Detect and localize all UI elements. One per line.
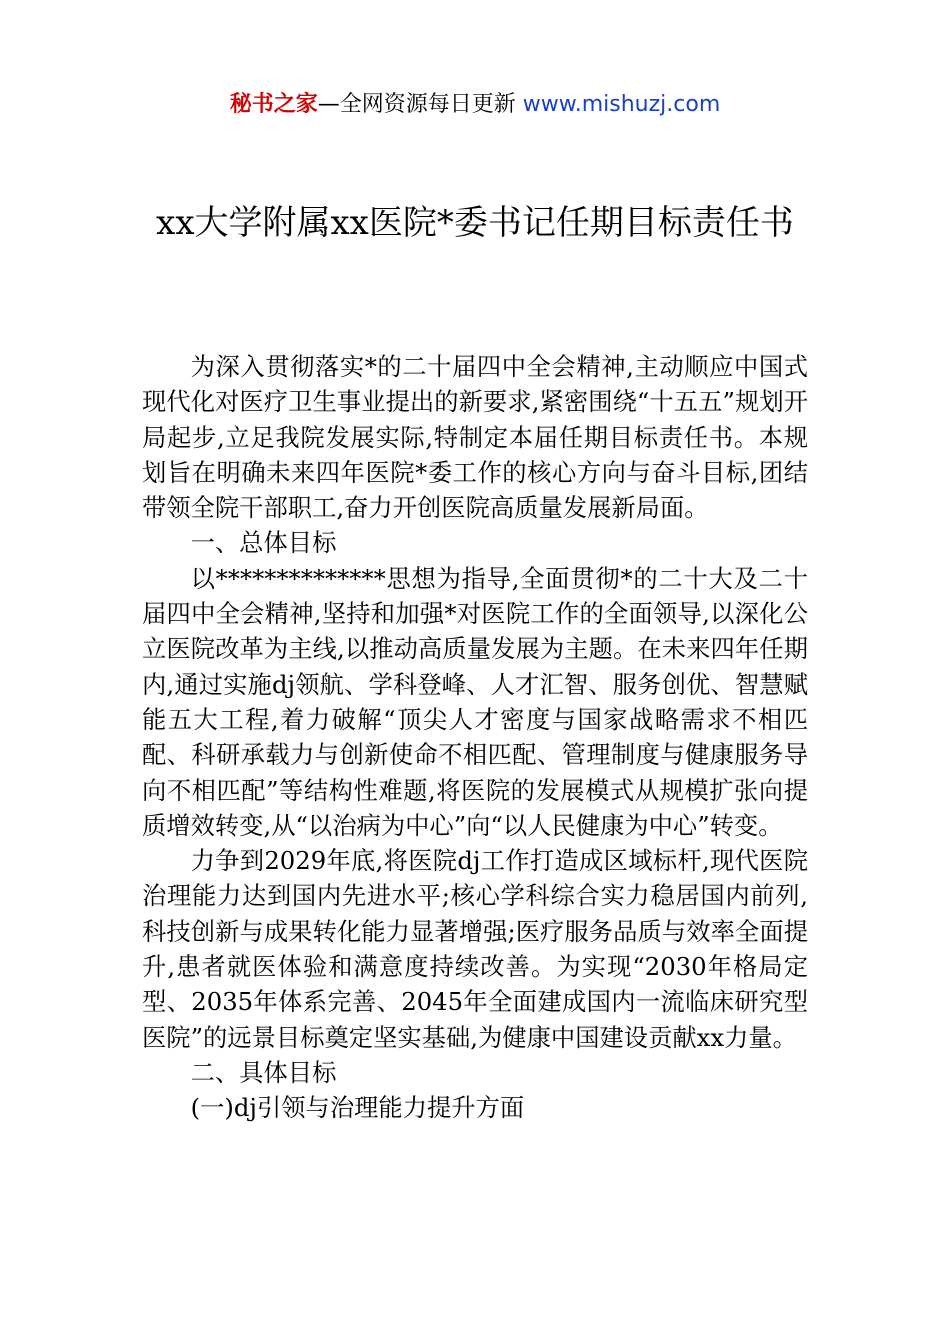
site-header xyxy=(0,88,950,122)
section-heading-specific-goals: 二、具体目标 xyxy=(190,1057,337,1087)
site-url-link[interactable]: www.mishuzj.com xyxy=(522,92,721,117)
overall-goal-paragraph: 以**************思想为指导,全面贯彻*的二十大及二十届四中全会精神,坚持和加强*对医院工作的全面领导,以深化公立医院改革为主线,以推动高质量发展为主题。在未来四年任期内,通过实施dj领航、学科登峰、人才汇智、服务创优、智慧赋能五大工程,着力破解“顶尖人才密度与国家战略需求不相匹配、科研承载力与创新使命不相匹配、管理制度与健康服务导向不相匹配”等结构性难题,将医院的发展模式从规模扩张向提质增效转变,从“以治病为中心”向“以人民健康为中心”转变。 xyxy=(142,563,808,840)
document-body xyxy=(142,349,808,1126)
brand-name: 秘书之家 xyxy=(229,92,318,117)
subsection-heading-dj-leadership: (一)dj引领与治理能力提升方面 xyxy=(190,1093,525,1123)
target-2029-paragraph: 力争到2029年底,将医院dj工作打造成区域标杆,现代医院治理能力达到国内先进水平;核心学科综合实力稳居国内前列,科技创新与成果转化能力显著增强;医疗服务品质与效率全面提升,患者就医体验和满意度持续改善。为实现“2030年格局定型、2035年体系完善、2045年全面建成国内一流临床研究型医院”的远景目标奠定坚实基础,为健康中国建设贡献xx力量。 xyxy=(142,846,808,1052)
document-title: xx大学附属xx医院*委书记任期目标责任书 xyxy=(156,203,794,243)
header-tagline: —全网资源每日更新 xyxy=(317,92,523,117)
intro-paragraph: 为深入贯彻落实*的二十届四中全会精神,主动顺应中国式现代化对医疗卫生事业提出的新要求,紧密围绕“十五五”规划开局起步,立足我院发展实际,特制定本届任期目标责任书。本规划旨在明确未来四年医院*委工作的核心方向与奋斗目标,团结带领全院干部职工,奋力开创医院高质量发展新局面。 xyxy=(142,352,808,523)
section-heading-overall-goal: 一、总体目标 xyxy=(190,528,337,558)
